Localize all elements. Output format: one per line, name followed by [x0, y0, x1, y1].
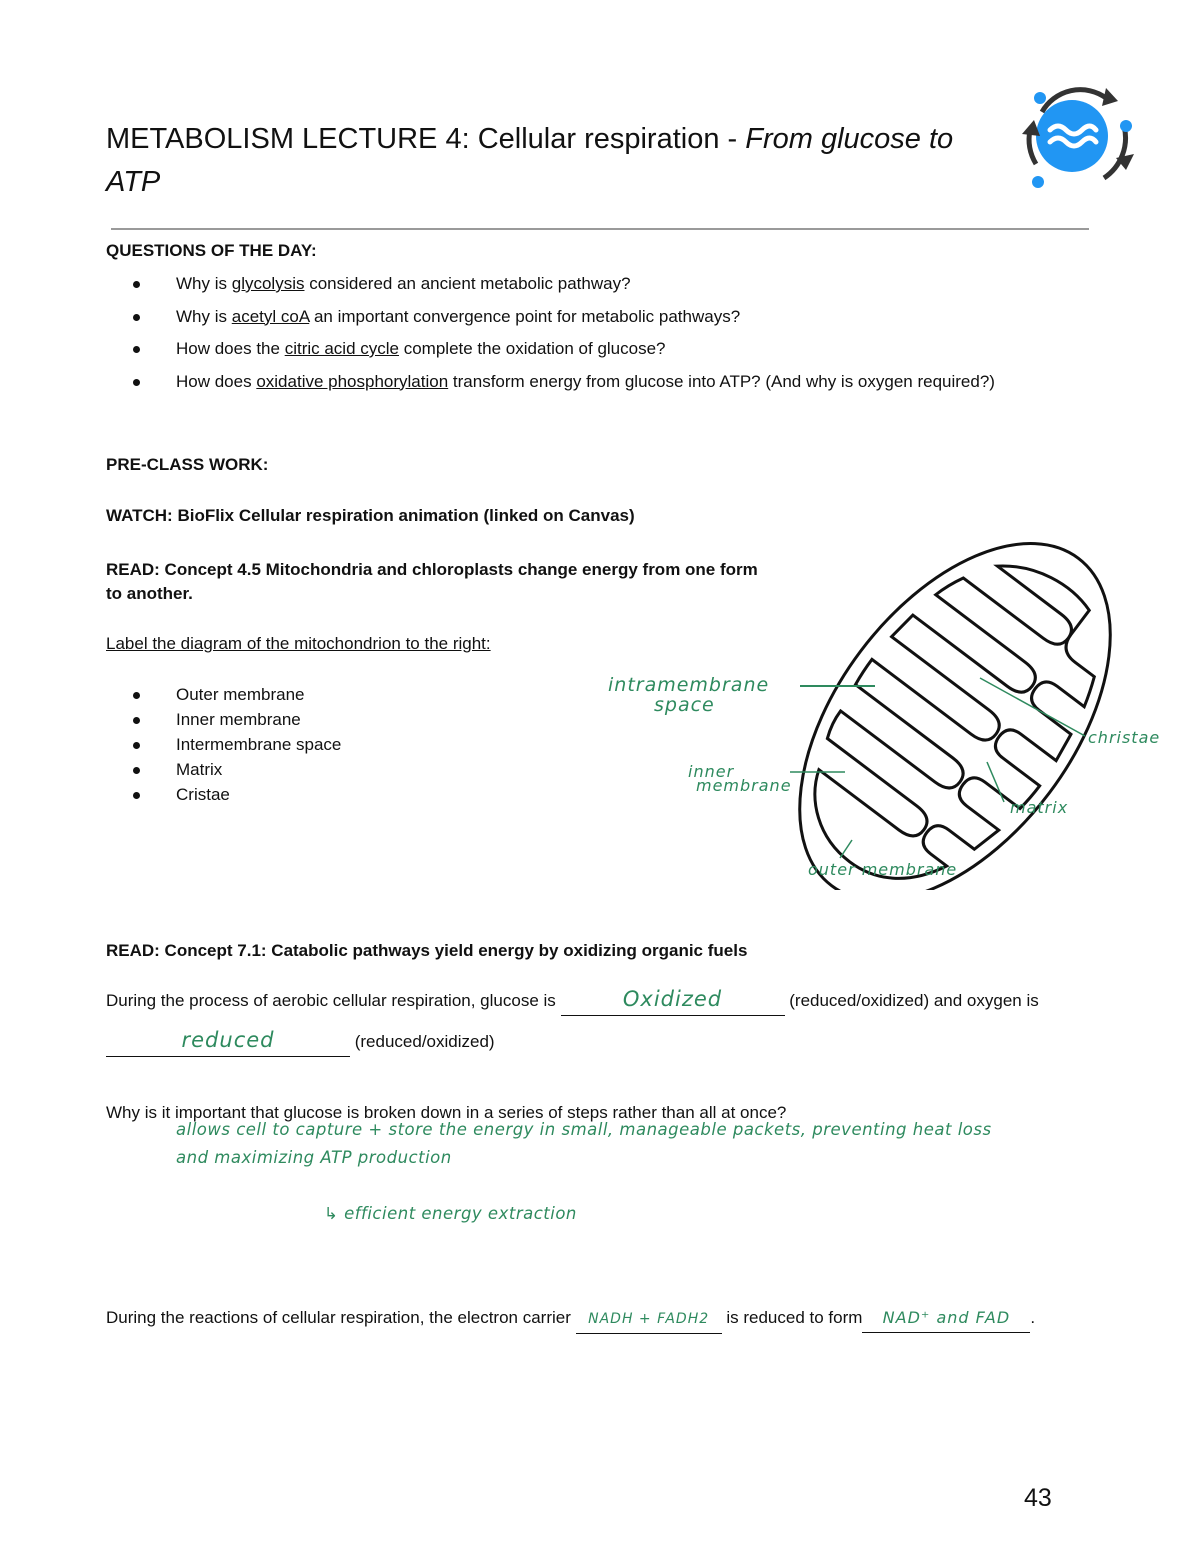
question-oxidation-cont: reduced (reduced/oxidized)	[106, 1026, 495, 1057]
key-term: acetyl coA	[231, 306, 310, 326]
key-term: citric acid cycle	[284, 339, 399, 358]
questions-list	[106, 273, 1106, 403]
intramembrane-label-2: space	[654, 694, 715, 716]
intramembrane-label: intramembrane	[608, 674, 770, 696]
question-item: Why is glycolysis considered an ancient metabolic pathway?	[106, 273, 1106, 306]
answer-oxidized: Oxidized	[622, 987, 723, 1011]
read-concept-7-1: READ: Concept 7.1: Catabolic pathways yield energy by oxidizing organic fuels	[106, 941, 748, 960]
question-item: How does oxidative phosphorylation transform energy from glucose into ATP? (And why is oxygen required?)	[106, 371, 1106, 404]
questions-heading: QUESTIONS OF THE DAY:	[106, 241, 317, 260]
preclass-heading: PRE-CLASS WORK:	[106, 455, 269, 474]
question-item: How does the citric acid cycle complete the oxidation of glucose?	[106, 338, 1106, 371]
answer-carrier: NADH + FADH2	[588, 1311, 710, 1327]
question-electron-carrier: During the reactions of cellular respiration, the electron carrier NADH + FADH2 is reduced to form NAD⁺ and FAD .	[106, 1304, 1035, 1334]
question-item: Why is acetyl coA an important convergence point for metabolic pathways?	[106, 306, 1106, 339]
cristae-label: christae	[1088, 728, 1161, 747]
label-term: Cristae	[106, 784, 506, 809]
label-term: Inner membrane	[106, 709, 506, 734]
read-concept-4-5: READ: Concept 4.5 Mitochondria and chloroplasts change energy from one form to another.	[106, 560, 758, 603]
answer-steps-extra: ↳ efficient energy extraction	[324, 1204, 577, 1223]
inner-membrane-label: inner	[688, 762, 735, 781]
label-terms-list	[106, 684, 506, 809]
page-number: 43	[1024, 1484, 1052, 1512]
outer-membrane-label: outer membrane	[808, 860, 958, 879]
title-italic: From glucose to ATP	[106, 123, 954, 198]
key-term: glycolysis	[231, 274, 305, 293]
matrix-label: matrix	[1010, 798, 1069, 817]
answer-reduced-form: NAD⁺ and FAD	[882, 1308, 1011, 1327]
key-term: oxidative phosphorylation	[256, 371, 449, 391]
inner-membrane-label-2: membrane	[696, 776, 792, 795]
title-main: METABOLISM LECTURE 4: Cellular respiration -	[106, 123, 746, 155]
cycle-logo-icon	[1014, 74, 1144, 192]
question-oxidation: During the process of aerobic cellular respiration, glucose is Oxidized (reduced/oxidized) and oxygen is	[106, 985, 1106, 1016]
label-instruction: Label the diagram of the mitochondrion to the right:	[106, 634, 491, 653]
label-term: Outer membrane	[106, 684, 506, 709]
label-term: Intermembrane space	[106, 734, 506, 759]
question-steps: Why is it important that glucose is broken down in a series of steps rather than all at once?	[106, 1103, 787, 1122]
watch-line: WATCH: BioFlix Cellular respiration animation (linked on Canvas)	[106, 506, 635, 525]
label-term: Matrix	[106, 759, 506, 784]
header-divider	[111, 228, 1089, 230]
answer-reduced: reduced	[181, 1028, 275, 1052]
page-title	[106, 118, 1006, 204]
answer-steps: allows cell to capture + store the energy in small, manageable packets, preventing heat loss and maximizing ATP production	[176, 1120, 992, 1167]
